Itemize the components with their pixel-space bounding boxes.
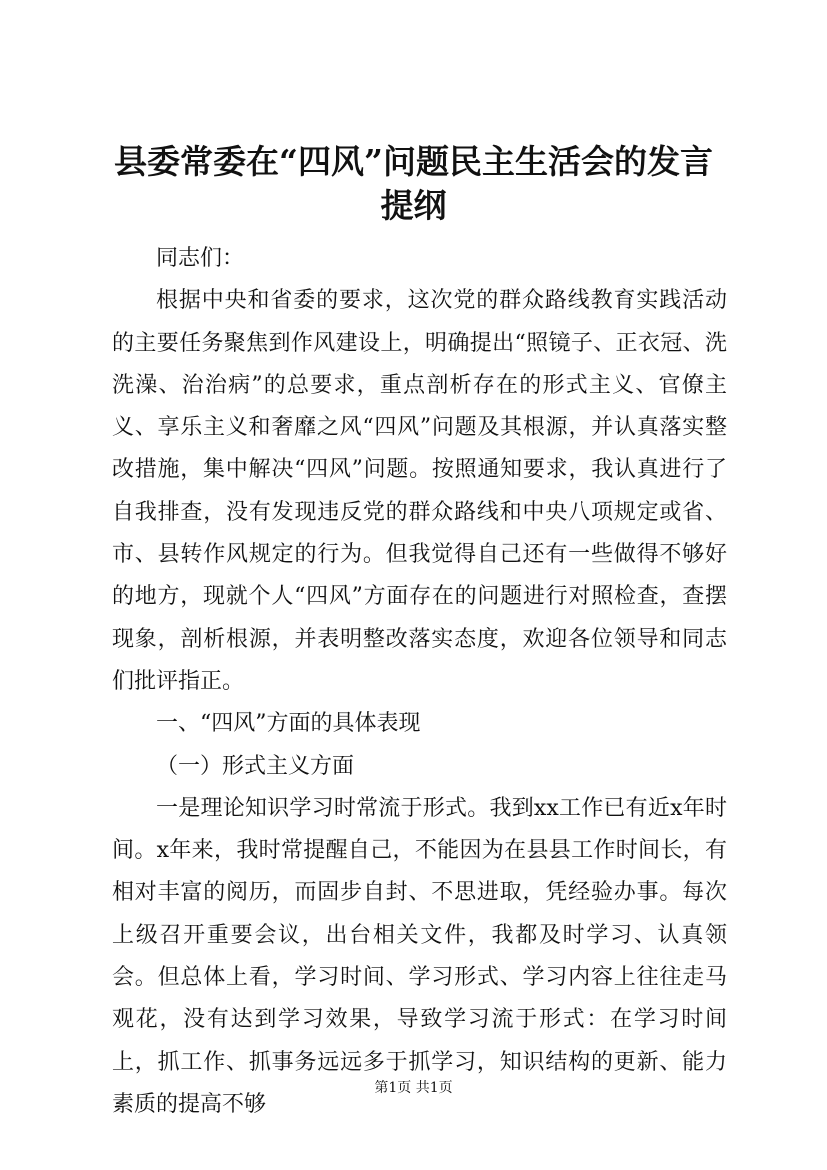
document-title: 县委常委在“四风”问题民主生活会的发言提纲	[114, 142, 713, 225]
body-paragraph: 一是理论知识学习时常流于形式。我到xx工作已有近x年时间。x年来，我时常提醒自己，不能因为在县县工作时间长，有相对丰富的阅历，而固步自封、不思进取，凭经验办事。每次上级召开重要会议，出台相关文件，我都及时学习、认真领会。但总体上看，学习时间、学习形式、学习内容上往往走马观花，没有达到学习效果，导致学习流于形式：在学习时间上，抓工作、抓事务远远多于抓学习，知识结构的更新、能力素质的提高不够	[112, 795, 727, 1117]
intro-paragraph: 根据中央和省委的要求，这次党的群众路线教育实践活动的主要任务聚焦到作风建设上，明确提出“照镜子、正衣冠、洗洗澡、治治病”的总要求，重点剖析存在的形式主义、官僚主义、享乐主义和奢靡之风“四风”问题及其根源，并认真落实整改措施，集中解决“四风”问题。按照通知要求，我认真进行了自我排查，没有发现违反党的群众路线和中央八项规定或省、市、县转作风规定的行为。但我觉得自己还有一些做得不够好的地方，现就个人“四风”方面存在的问题进行对照检查，查摆现象，剖析根源，并表明整改落实态度，欢迎各位领导和同志们批评指正。	[112, 288, 727, 694]
page-footer: 第1页 共1页	[374, 1080, 453, 1096]
subsection-heading: （一）形式主义方面	[156, 753, 355, 779]
salutation-paragraph: 同志们：	[156, 246, 245, 271]
section-heading: 一、“四风”方面的具体表现	[156, 711, 421, 737]
document-body	[112, 238, 727, 1126]
